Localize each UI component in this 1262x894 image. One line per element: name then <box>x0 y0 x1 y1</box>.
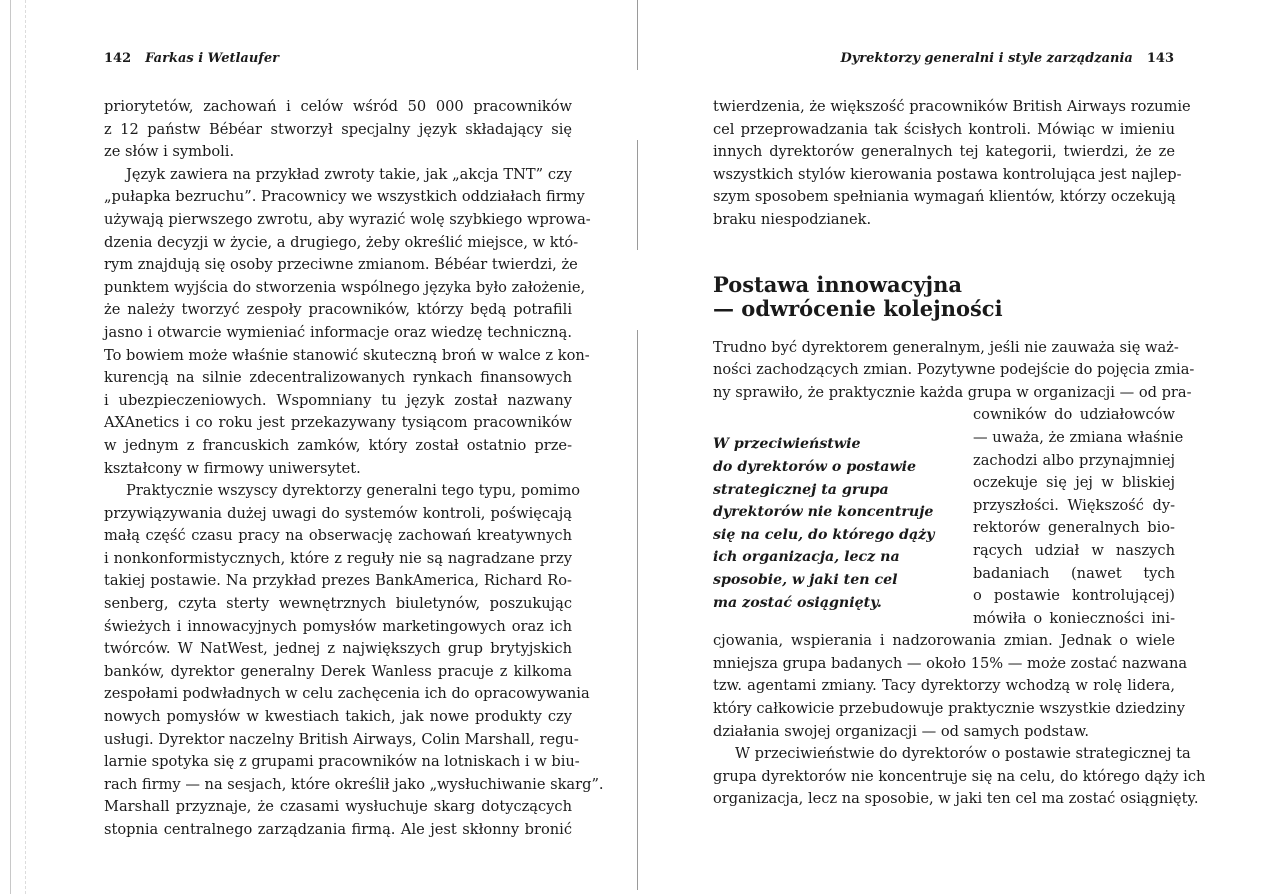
text-line: kształcony w firmowy uniwersytet. <box>104 459 361 477</box>
text-line: szym sposobem spełniania wymagań klientów, którzy oczekują <box>713 188 1176 206</box>
pull-quote-line: do dyrektorów o postawie <box>713 458 917 475</box>
text-line: małą część czasu pracy na obserwację zachowań kreatywnych <box>104 527 572 545</box>
text-line: priorytetów, zachowań i celów wśród 50 000 pracowników <box>104 98 572 115</box>
text-line: rach firmy — na sesjach, które określił jako „wysłuchiwanie skarg”. <box>104 775 604 793</box>
text-line: tzw. agentami zmiany. Tacy dyrektorzy wchodzą w rolę lidera, <box>713 677 1175 695</box>
pull-quote <box>713 433 955 614</box>
text-line: przywiązywania dużej uwagi do systemów kontroli, poświęcają <box>104 504 572 522</box>
text-line: stopnia centralnego zarządzania firmą. Ale jest skłonny bronić <box>104 821 572 838</box>
text-line: rym znajdują się osoby przeciwne zmianom. Bébéar twierdzi, że <box>104 256 578 274</box>
text-line: braku niespodzianek. <box>713 210 872 228</box>
text-line: usługi. Dyrektor naczelny British Airways, Colin Marshall, regu- <box>104 730 579 748</box>
text-line: Marshall przyznaje, że czasami wysłuchuje skarg dotyczących <box>104 798 572 816</box>
text-line: i ubezpieczeniowych. Wspomniany tu język został nazwany <box>104 391 572 409</box>
text-line: ności zachodzących zmian. Pozytywne podejście do pojęcia zmia- <box>713 361 1195 379</box>
text-line: mniejsza grupa badanych — około 15% — może zostać nazwana <box>713 654 1188 672</box>
text-line: twierdzenia, że większość pracowników British Airways rozumie <box>713 98 1191 115</box>
text-line: zespołami podwładnych w celu zachęcenia ich do opracowywania <box>104 685 590 703</box>
running-head-title: Farkas i Wetlaufer <box>145 51 280 66</box>
text-line: przyszłości. Większość dy- <box>973 496 1175 514</box>
text-line: używają pierwszego zwrotu, aby wyrazić wolę szybkiego wprowa- <box>104 210 591 228</box>
text-line: działania swojej organizacji — od samych podstaw. <box>713 722 1090 740</box>
pull-quote-line: ma zostać osiągnięty. <box>713 594 882 611</box>
text-line: — uważa, że zmiana właśnie <box>973 428 1184 446</box>
text-line: badaniach (nawet tych <box>973 564 1175 582</box>
text-line: cel przeprowadzania tak ścisłych kontroli. Mówiąc w imieniu <box>713 120 1175 138</box>
left-text-column <box>104 96 604 842</box>
text-line: ny sprawiło, że praktycznie każda grupa w organizacji — od pra- <box>713 383 1192 401</box>
text-line: grupa dyrektorów nie koncentruje się na celu, do którego dąży ich <box>713 767 1206 785</box>
text-line: ze słów i symboli. <box>104 143 235 161</box>
running-head-right <box>840 51 1174 66</box>
section-heading-line: — odwrócenie kolejności <box>713 295 1003 321</box>
text-line: zachodzi albo przynajmniej <box>973 451 1175 469</box>
text-line: „pułapka bezruchu”. Pracownicy we wszystkich oddziałach firmy <box>104 188 585 206</box>
text-line: rektorów generalnych bio- <box>973 519 1175 537</box>
section-heading-line: Postawa innowacyjna <box>713 271 963 297</box>
text-line: że należy tworzyć zespoły pracowników, którzy będą potrafili <box>104 301 572 319</box>
pull-quote-line: sposobie, w jaki ten cel <box>713 571 898 588</box>
right-text-column <box>713 96 1206 811</box>
text-line: z 12 państw Bébéar stworzył specjalny język składający się <box>104 120 572 138</box>
text-line: takiej postawie. Na przykład prezes BankAmerica, Richard Ro- <box>104 572 572 590</box>
text-line: wszystkich stylów kierowania postawa kontrolująca jest najlep- <box>713 165 1182 183</box>
text-line: To bowiem może właśnie stanowić skuteczną broń w walce z kon- <box>104 346 590 364</box>
text-line: Trudno być dyrektorem generalnym, jeśli nie zauważa się waż- <box>713 338 1179 356</box>
text-line: świeżych i innowacyjnych pomysłów marketingowych oraz ich <box>104 617 572 635</box>
text-line: W przeciwieństwie do dyrektorów o postawie strategicznej ta <box>735 745 1191 763</box>
pull-quote-line: ich organizacja, lecz na <box>713 549 900 566</box>
running-head-title: Dyrektorzy generalni i style zarządzania <box>840 51 1133 66</box>
pull-quote-wrap-zone <box>713 404 1184 630</box>
text-line: oczekuje się jej w bliskiej <box>973 474 1175 492</box>
text-line: rących udział w naszych <box>973 541 1175 559</box>
page-number: 142 <box>104 51 132 66</box>
pull-quote-line: strategicznej ta grupa <box>713 481 889 498</box>
text-line: który całkowicie przebudowuje praktycznie wszystkie dziedziny <box>713 700 1185 718</box>
text-line: AXAnetics i co roku jest przekazywany tysiącom pracowników <box>104 414 572 432</box>
text-line: Język zawiera na przykład zwroty takie, jak „akcja TNT” czy <box>126 165 572 183</box>
text-line: punktem wyjścia do stworzenia wspólnego języka było założenie, <box>104 278 586 296</box>
text-line: nowych pomysłów w kwestiach takich, jak nowe produkty czy <box>104 708 572 726</box>
text-line: kurencją na silnie zdecentralizowanych rynkach finansowych <box>104 369 572 387</box>
running-head-left <box>104 51 279 66</box>
text-line: w jednym z francuskich zamków, który został ostatnio prze- <box>104 436 572 454</box>
text-line: innych dyrektorów generalnych tej kategorii, twierdzi, że ze <box>713 143 1175 161</box>
text-line: twórców. W NatWest, jednej z największych grup brytyjskich <box>104 640 572 658</box>
text-line: larnie spotyka się z grupami pracowników na lotniskach i w biu- <box>104 753 580 771</box>
text-line: organizacja, lecz na sposobie, w jaki ten cel ma zostać osiągnięty. <box>713 790 1199 808</box>
text-line: o postawie kontrolującej) <box>973 587 1175 605</box>
pull-quote-line: się na celu, do którego dąży <box>713 526 935 543</box>
text-line: jasno i otwarcie wymieniać informacje oraz wiedzę techniczną. <box>104 323 572 341</box>
narrow-text-column <box>973 404 1184 630</box>
text-line: mówiła o konieczności ini- <box>973 609 1175 627</box>
text-line: senberg, czyta sterty wewnętrznych biuletynów, poszukując <box>104 595 572 613</box>
text-line: cowników do udziałowców <box>973 406 1175 424</box>
pull-quote-line: dyrektorów nie koncentruje <box>713 504 934 521</box>
text-line: Praktycznie wszyscy dyrektorzy generalni tego typu, pomimo <box>126 482 581 500</box>
pull-quote-line: W przeciwieństwie <box>713 436 861 453</box>
text-line: cjowania, wspierania i nadzorowania zmian. Jednak o wiele <box>713 632 1175 650</box>
section-heading <box>713 273 1175 321</box>
text-line: i nonkonformistycznych, które z reguły nie są nagradzane przy <box>104 549 572 567</box>
text-line: banków, dyrektor generalny Derek Wanless pracuje z kilkoma <box>104 662 572 680</box>
page-number: 143 <box>1146 51 1174 66</box>
text-line: dzenia decyzji w życie, a drugiego, żeby określić miejsce, w któ- <box>104 233 579 251</box>
right-page <box>631 0 1262 894</box>
